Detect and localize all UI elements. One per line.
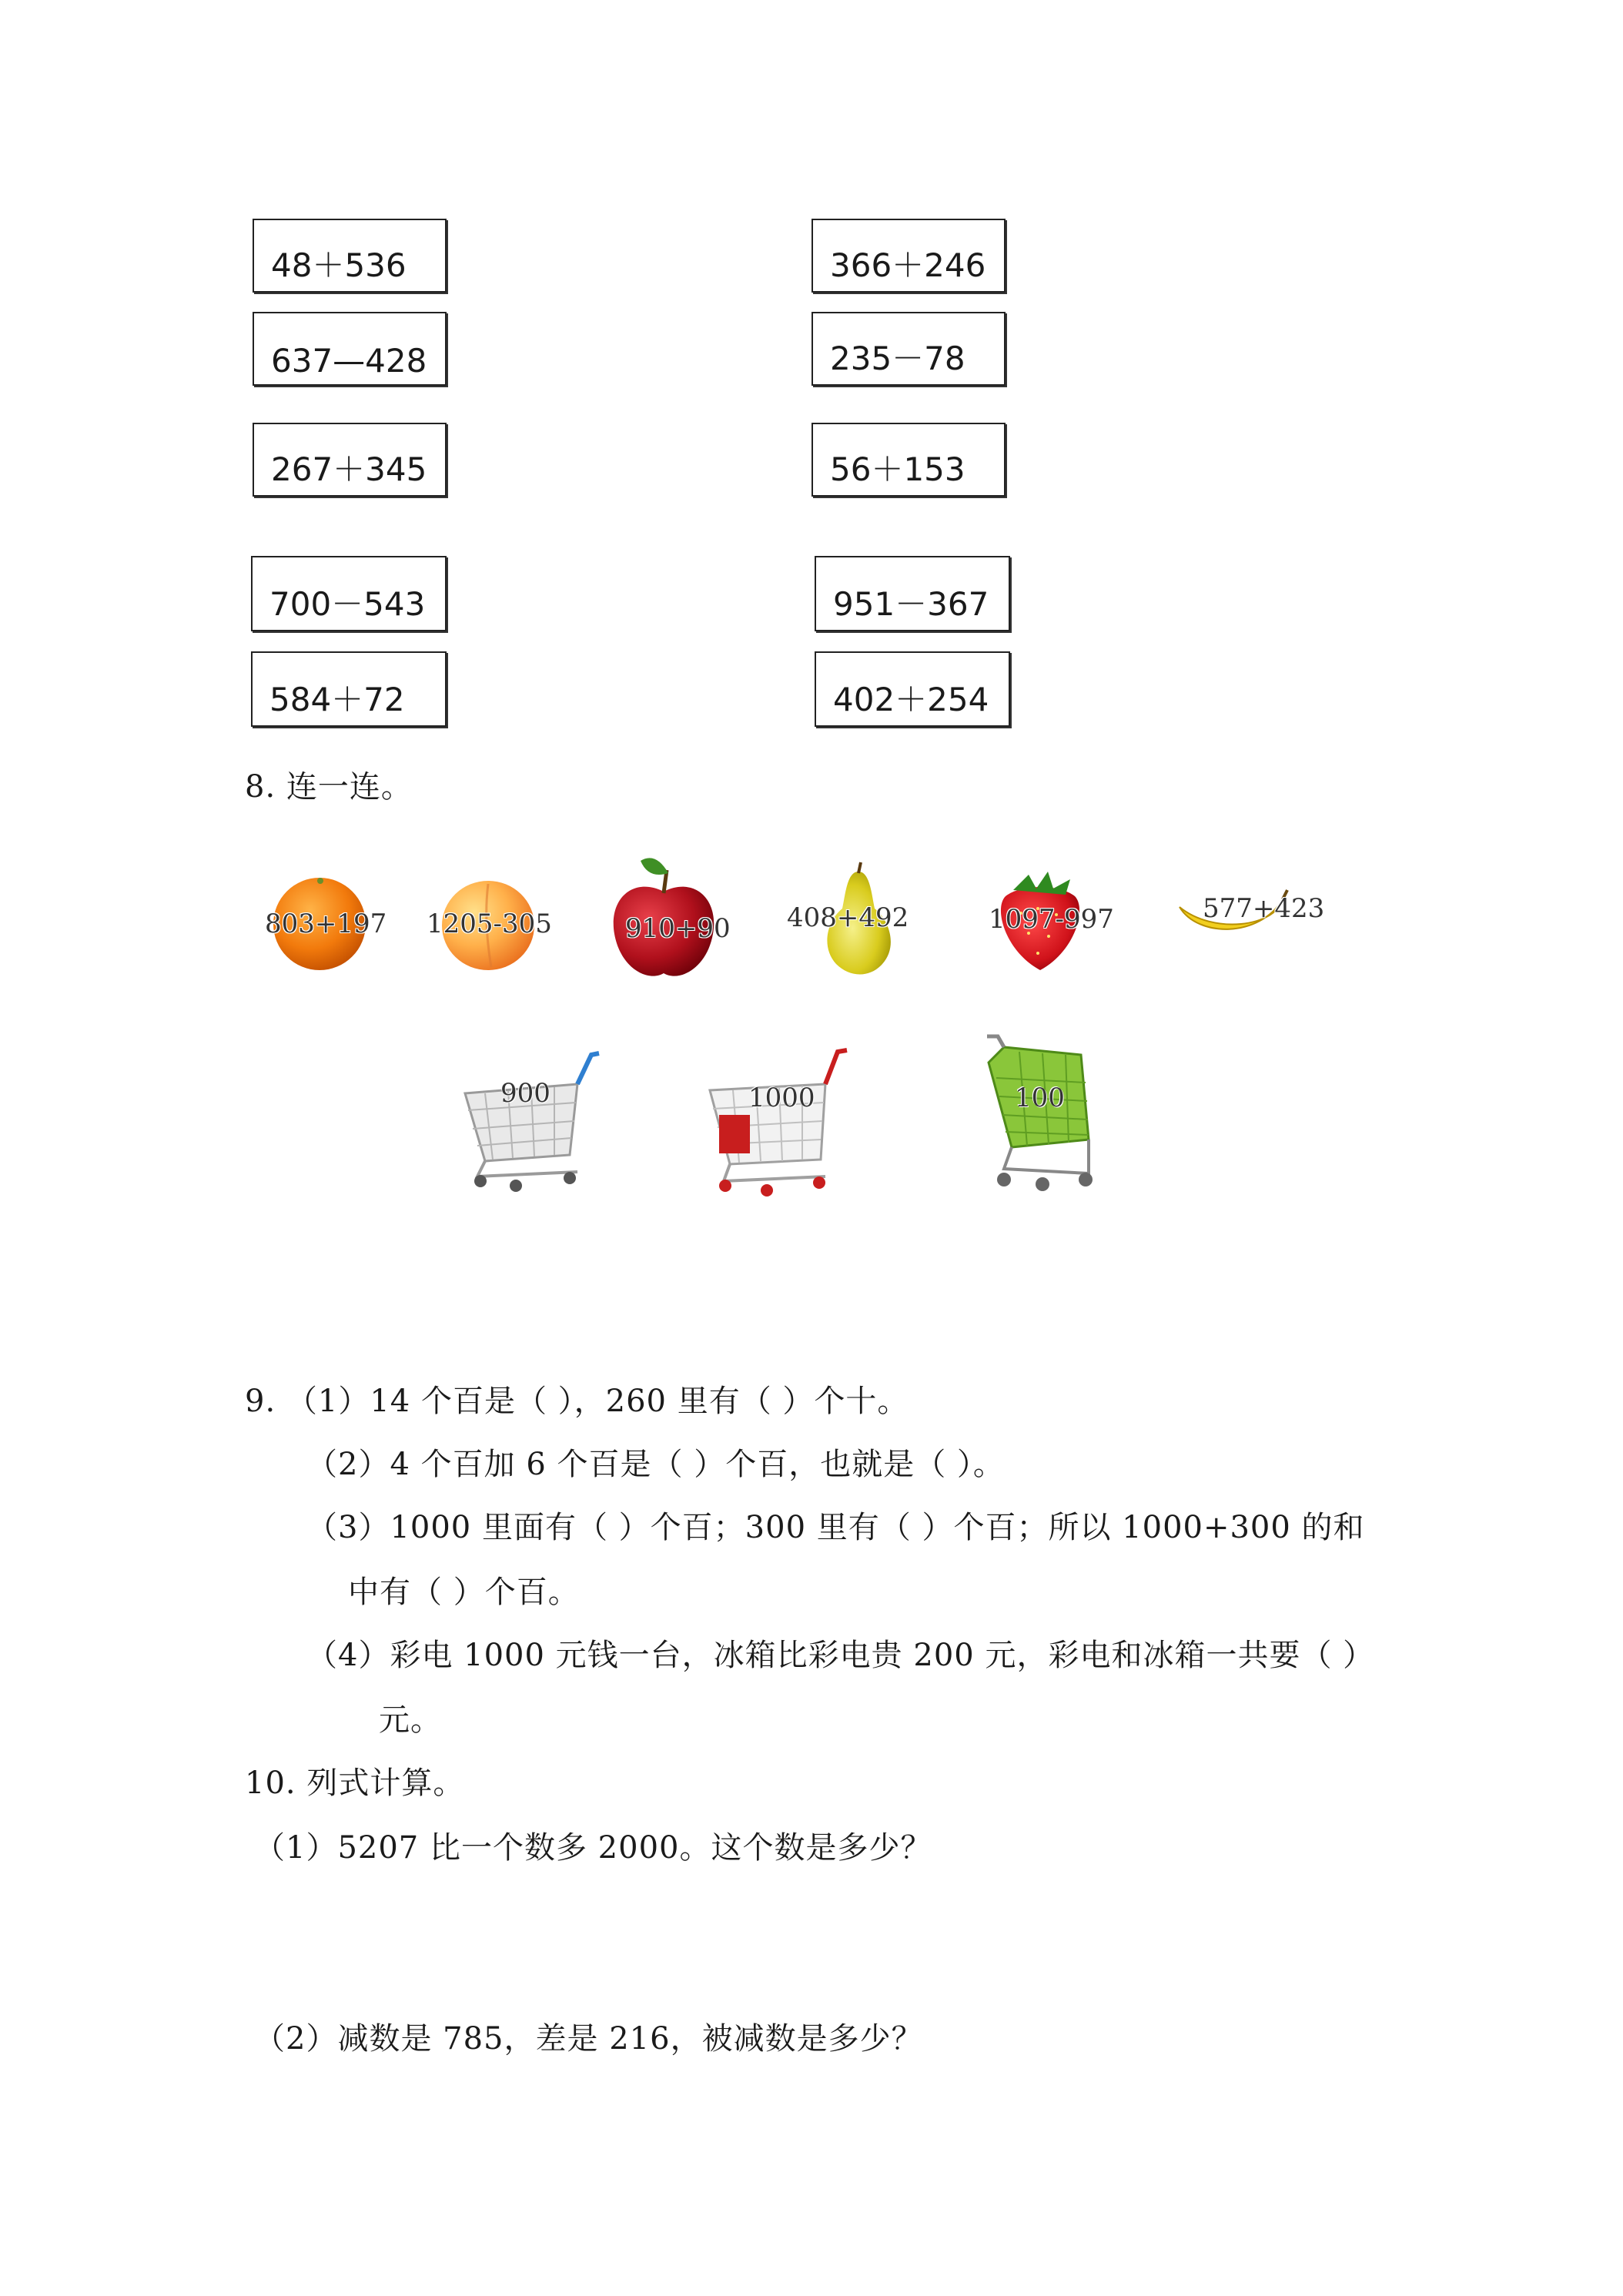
question-9-line-1: 9. （1）14 个百是（ ），260 里有（ ）个十。 bbox=[245, 1384, 909, 1419]
question-10-part-1: （1）5207 比一个数多 2000。这个数是多少？ bbox=[254, 1830, 932, 1866]
question-9-line-6: 元。 bbox=[379, 1702, 442, 1738]
cart-green bbox=[981, 1032, 1104, 1193]
expression-text: 700－543 bbox=[269, 585, 426, 623]
fruit-expression: 1205-305 bbox=[427, 909, 552, 939]
question-9-line-4: 中有（ ）个百。 bbox=[348, 1575, 580, 1610]
expression-text: 951－367 bbox=[833, 585, 989, 623]
expression-text: 366＋246 bbox=[830, 246, 986, 284]
fruit-orange bbox=[265, 873, 387, 973]
expression-text: 267＋345 bbox=[271, 450, 427, 488]
expression-box bbox=[251, 651, 447, 727]
cart-silver-icon bbox=[454, 1039, 601, 1193]
expression-box bbox=[812, 423, 1006, 497]
expression-box bbox=[812, 219, 1006, 293]
cart-red bbox=[702, 1029, 848, 1198]
expression-text: 402＋254 bbox=[833, 681, 989, 718]
expression-box bbox=[251, 556, 447, 631]
expression-box bbox=[253, 312, 447, 386]
expression-text: 584＋72 bbox=[269, 681, 405, 718]
question-8-title: 8. 连一连。 bbox=[245, 769, 413, 805]
fruit-peach bbox=[427, 875, 552, 973]
question-9-line-3: （3）1000 里面有（ ）个百；300 里有（ ）个百；所以 1000+300 的和 bbox=[306, 1510, 1365, 1545]
question-9-line-5: （4）彩电 1000 元钱一台，冰箱比彩电贵 200 元，彩电和冰箱一共要（ ） bbox=[306, 1638, 1375, 1673]
fruit-expression: 577+423 bbox=[1203, 893, 1325, 924]
expression-text: 48＋536 bbox=[271, 246, 407, 284]
cart-red-icon bbox=[702, 1029, 848, 1198]
fruit-expression: 408+492 bbox=[787, 902, 909, 933]
expression-text: 235－78 bbox=[830, 340, 965, 377]
fruit-expression: 1097-997 bbox=[989, 904, 1114, 935]
question-9-line-2: （2）4 个百加 6 个百是（ ）个百，也就是（ ）。 bbox=[306, 1447, 1005, 1482]
expression-box bbox=[812, 312, 1006, 386]
expression-text: 56＋153 bbox=[830, 450, 965, 488]
expression-box bbox=[815, 556, 1010, 631]
expression-text: 637—428 bbox=[271, 342, 427, 380]
cart-value: 1000 bbox=[748, 1083, 815, 1113]
cart-silver bbox=[454, 1039, 601, 1193]
expression-box bbox=[253, 423, 447, 497]
expression-box bbox=[815, 651, 1010, 727]
question-10-part-2: （2）减数是 785，差是 216，被减数是多少？ bbox=[254, 2021, 923, 2057]
fruit-strawberry bbox=[989, 867, 1114, 975]
cart-value: 900 bbox=[500, 1078, 550, 1109]
fruit-pear bbox=[787, 861, 909, 976]
fruit-apple bbox=[602, 853, 731, 982]
cart-value: 100 bbox=[1015, 1083, 1065, 1113]
fruit-banana bbox=[1175, 884, 1325, 946]
question-10-title: 10. 列式计算。 bbox=[245, 1766, 465, 1801]
fruit-expression: 910+90 bbox=[625, 913, 731, 944]
fruit-expression: 803+197 bbox=[265, 909, 387, 939]
expression-box bbox=[253, 219, 447, 293]
